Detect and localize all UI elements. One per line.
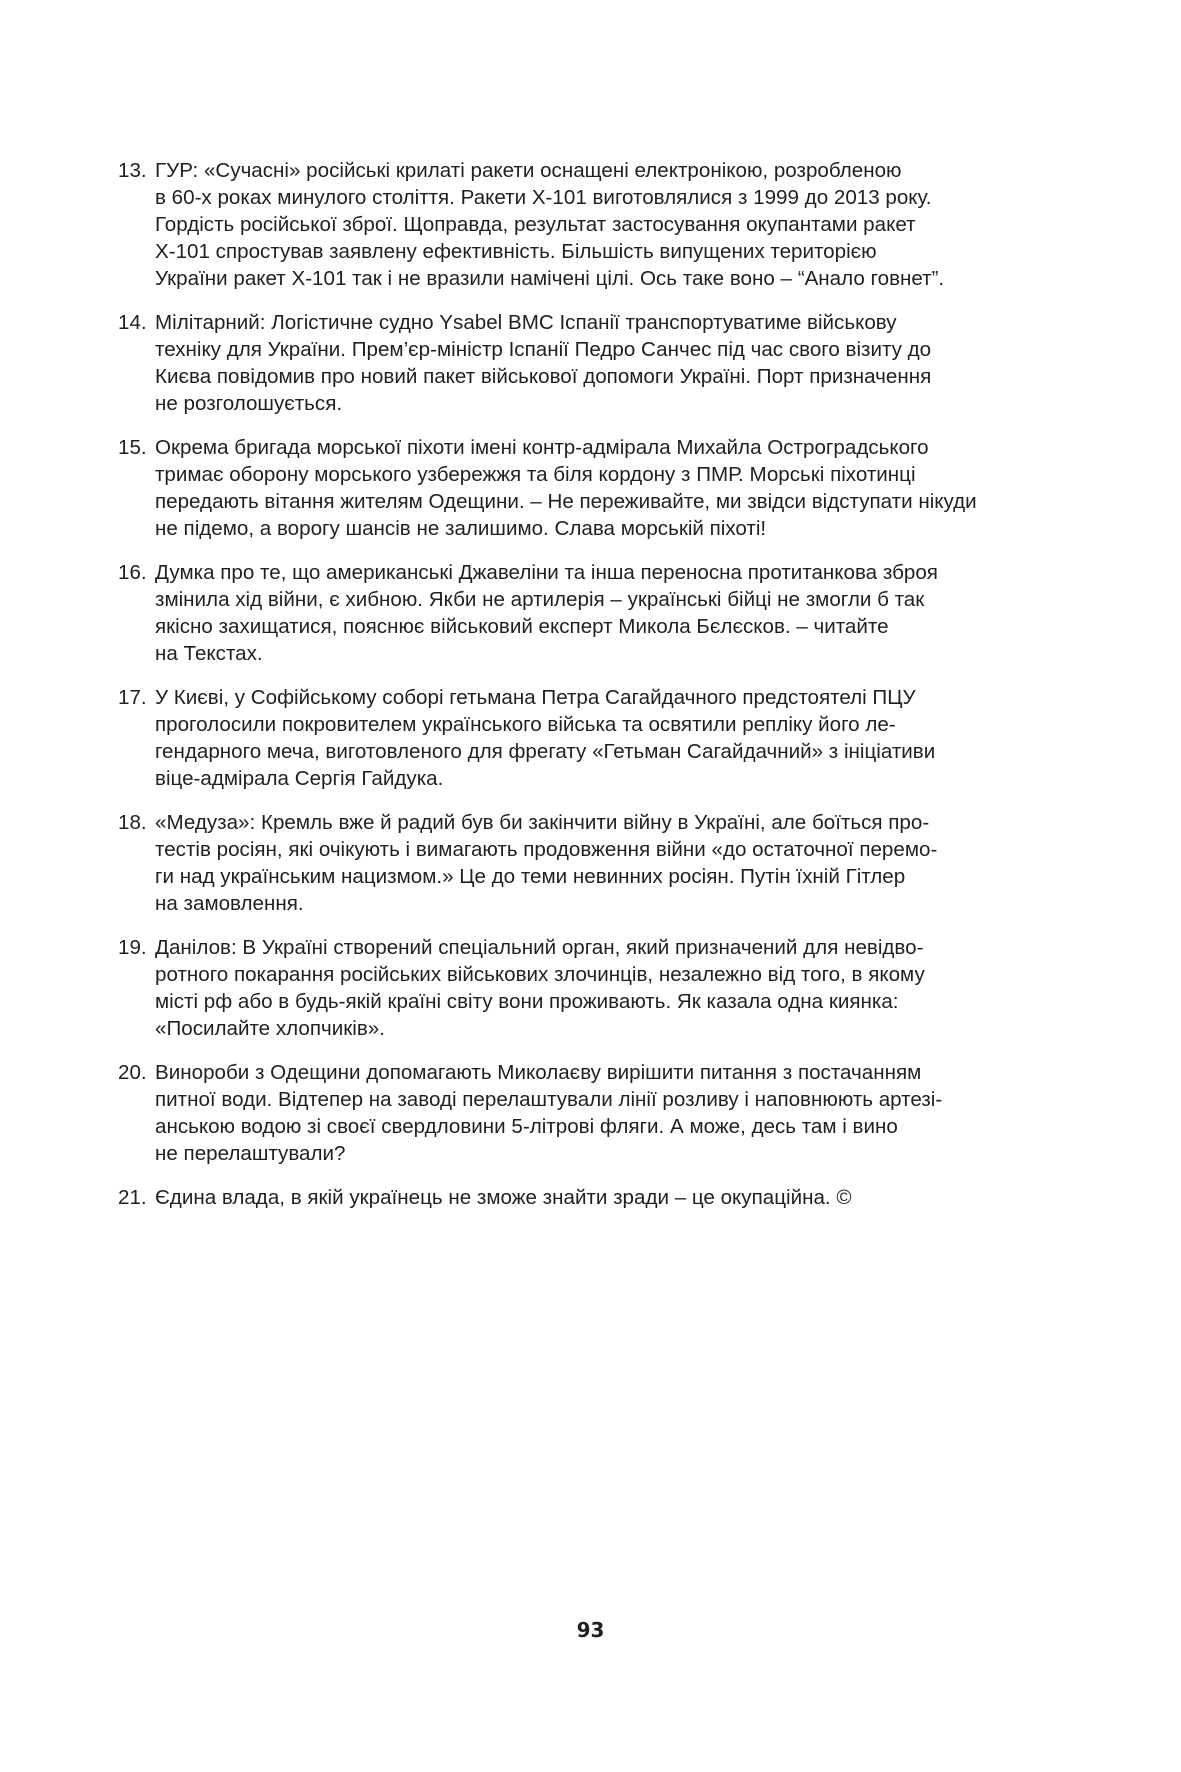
item-number: 21. xyxy=(118,1186,147,1209)
text-line: тримає оборону морського узбережжя та біля кордону з ПМР. Морські піхотинці xyxy=(155,463,916,486)
text-line: Єдина влада, в якій українець не зможе знайти зради – це окупаційна. © xyxy=(155,1186,852,1209)
item-text xyxy=(155,559,1018,667)
list-item xyxy=(118,1059,1018,1167)
text-line: місті рф або в будь-якій країні світу вони проживають. Як казала одна киянка: xyxy=(155,990,899,1013)
item-number: 20. xyxy=(118,1061,147,1084)
text-line: ГУР: «Сучасні» російські крилаті ракети оснащені електронікою, розробленою xyxy=(155,159,902,182)
text-line: У Києві, у Софійському соборі гетьмана Петра Сагайдачного предстоятелі ПЦУ xyxy=(155,686,916,709)
item-text xyxy=(155,309,1018,417)
text-line: Думка про те, що американські Джавеліни та інша переносна протитанкова зброя xyxy=(155,561,938,584)
text-line: Гордість російської зброї. Щоправда, результат застосування окупантами ракет xyxy=(155,213,916,236)
text-line: техніку для України. Прем’єр-міністр Іспанії Педро Санчес під час свого візиту до xyxy=(155,338,932,361)
text-line: якісно захищатися, пояснює військовий експерт Микола Бєлєсков. – читайте xyxy=(155,615,889,638)
text-line: Данілов: В Україні створений спеціальний орган, який призначений для невідво- xyxy=(155,936,924,959)
text-line: анською водою зі своєї свердловини 5-літрові фляги. А може, десь там і вино xyxy=(155,1115,898,1138)
text-line: України ракет Х-101 так і не вразили намічені цілі. Ось таке воно – “Анало говнет”. xyxy=(155,267,945,290)
item-number: 14. xyxy=(118,311,147,334)
item-number: 17. xyxy=(118,686,147,709)
text-line: змінила хід війни, є хибною. Якби не артилерія – українські бійці не змогли б так xyxy=(155,588,925,611)
text-line: «Посилайте хлопчиків». xyxy=(155,1017,385,1040)
text-line: передають вітання жителям Одещини. – Не переживайте, ми звідси відступати нікуди xyxy=(155,490,977,513)
text-line: не розголошується. xyxy=(155,392,343,415)
list-item xyxy=(118,684,1018,792)
text-line: ротного покарання російських військових злочинців, незалежно від того, в якому xyxy=(155,963,925,986)
text-line: гендарного меча, виготовленого для фрегату «Гетьман Сагайдачний» з ініціативи xyxy=(155,740,936,763)
item-text xyxy=(155,1184,1018,1211)
text-line: не перелаштували? xyxy=(155,1142,346,1165)
list-item xyxy=(118,934,1018,1042)
item-number: 13. xyxy=(118,159,147,182)
item-text xyxy=(155,157,1018,292)
item-number: 18. xyxy=(118,811,147,834)
text-line: ги над українським нацизмом.» Це до теми невинних росіян. Путін їхній Гітлер xyxy=(155,865,906,888)
item-number: 19. xyxy=(118,936,147,959)
text-line: «Медуза»: Кремль вже й радий був би закінчити війну в Україні, але боїться про- xyxy=(155,811,930,834)
list-item xyxy=(118,1184,1018,1211)
item-text xyxy=(155,434,1018,542)
text-line: Х-101 спростував заявлену ефективність. Більшість випущених територією xyxy=(155,240,877,263)
list-item xyxy=(118,309,1018,417)
text-line: в 60-х роках минулого століття. Ракети Х-101 виготовлялися з 1999 до 2013 року. xyxy=(155,186,932,209)
item-text xyxy=(155,1059,1018,1167)
list-item xyxy=(118,559,1018,667)
list-item xyxy=(118,434,1018,542)
item-text xyxy=(155,809,1018,917)
text-line: не підемо, а ворогу шансів не залишимо. Слава морській піхоті! xyxy=(155,517,767,540)
news-list xyxy=(118,157,1018,1228)
item-number: 16. xyxy=(118,561,147,584)
text-line: віце-адмірала Сергія Гайдука. xyxy=(155,767,444,790)
text-line: Окрема бригада морської піхоти імені контр-адмірала Михайла Остроградського xyxy=(155,436,929,459)
text-line: Києва повідомив про новий пакет військової допомоги Україні. Порт призначення xyxy=(155,365,932,388)
item-number: 15. xyxy=(118,436,147,459)
text-line: Винороби з Одещини допомагають Миколаєву вирішити питання з постачанням xyxy=(155,1061,922,1084)
page-number: 93 xyxy=(576,1618,605,1642)
text-line: тестів росіян, які очікують і вимагають продовження війни «до остаточної перемо- xyxy=(155,838,938,861)
text-line: проголосили покровителем українського війська та освятили репліку його ле- xyxy=(155,713,896,736)
text-line: Мілітарний: Логістичне судно Ysabel ВМС Іспанії транспортуватиме військову xyxy=(155,311,897,334)
text-line: на Текстах. xyxy=(155,642,263,665)
list-item xyxy=(118,809,1018,917)
item-text xyxy=(155,934,1018,1042)
text-line: на замовлення. xyxy=(155,892,304,915)
list-item xyxy=(118,157,1018,292)
text-line: питної води. Відтепер на заводі перелаштували лінії розливу і наповнюють артезі- xyxy=(155,1088,943,1111)
item-text xyxy=(155,684,1018,792)
